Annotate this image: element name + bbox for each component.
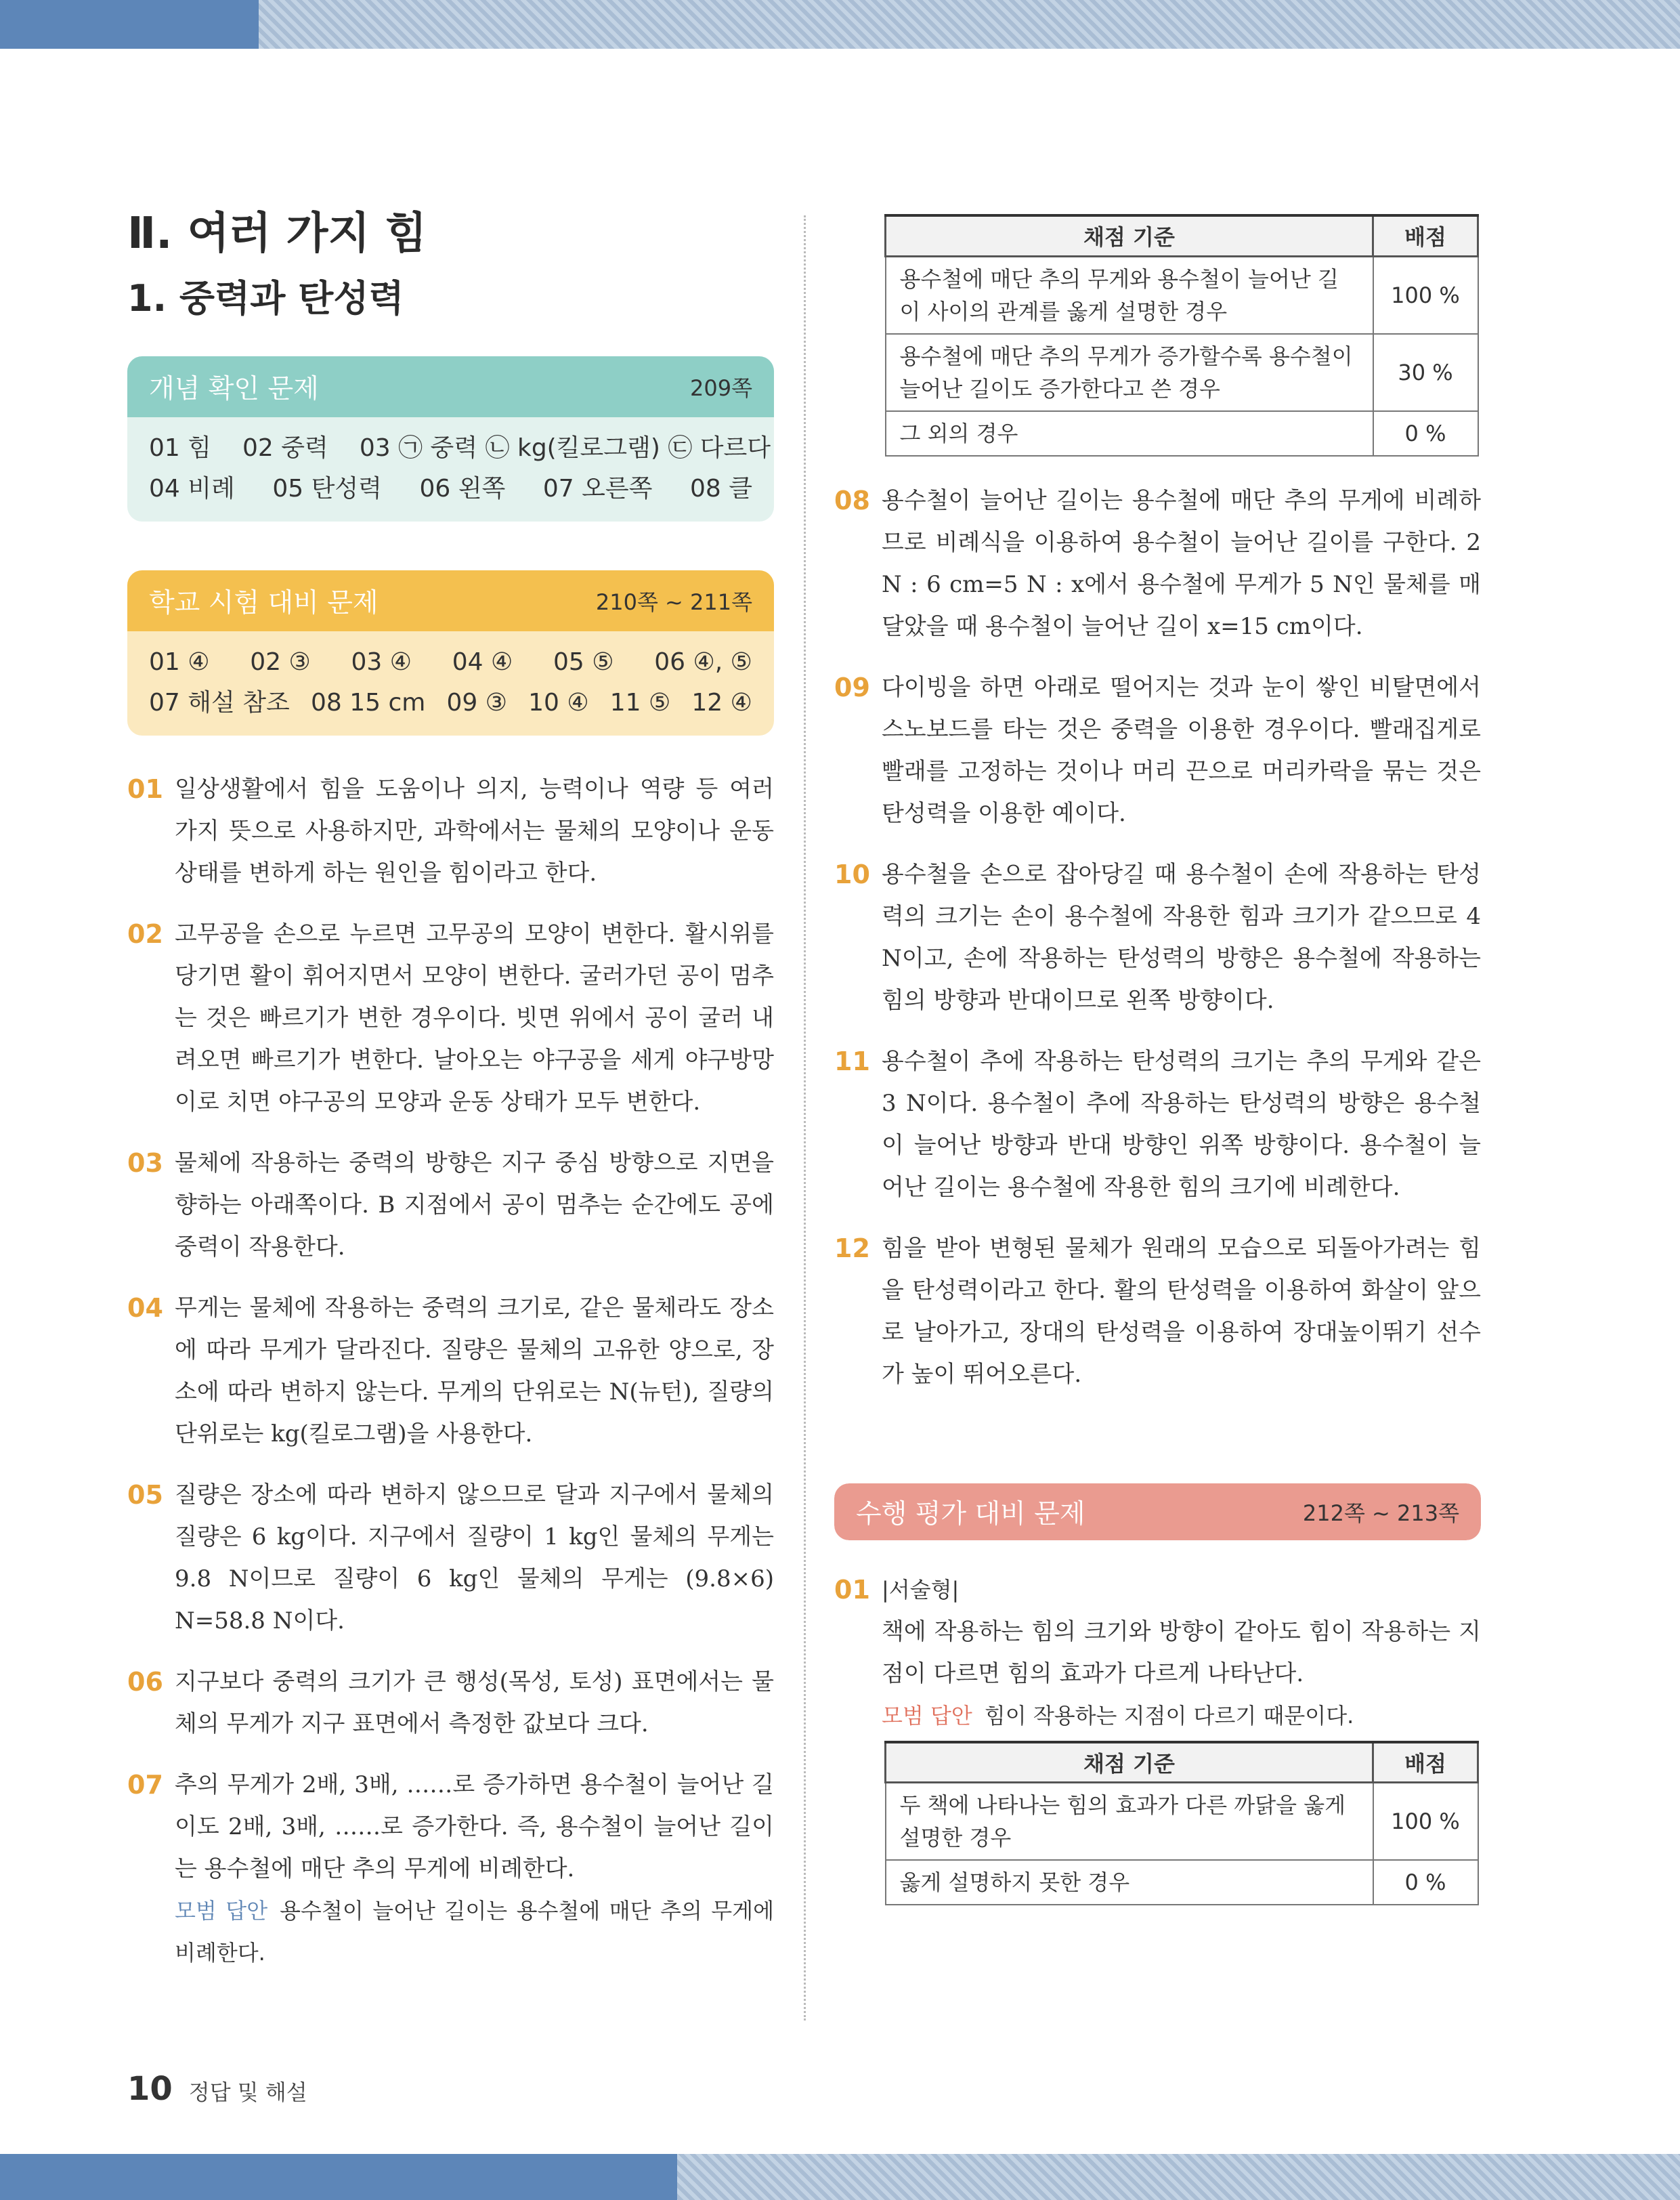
item-text: 일상생활에서 힘을 도움이나 의지, 능력이나 역량 등 여러 가지 뜻으로 사용하지만, 과학에서는 물체의 모양이나 운동 상태를 변하게 하는 원인을 힘이라고 한다.	[175, 776, 774, 887]
answer: 04 비례	[149, 475, 235, 503]
concept-check-box	[127, 356, 774, 522]
answer: 01 ④	[149, 648, 210, 676]
model-answer	[175, 1890, 774, 1974]
model-answer-text: 힘이 작용하는 지점이 다르기 때문이다.	[984, 1702, 1354, 1729]
table-cell: 0 %	[1373, 411, 1478, 456]
answer: 02 중력	[242, 434, 328, 462]
table-cell: 0 %	[1373, 1860, 1478, 1905]
item-text: 용수철이 추에 작용하는 탄성력의 크기는 추의 무게와 같은 3 N이다. 용수철이 추에 작용하는 탄성력의 방향은 용수철이 늘어난 방향과 반대 방향인 위쪽 방향이다. 용수철이 늘어난 길이는 용수철에 작용한 힘의 크기에 비례한다.	[882, 1047, 1481, 1201]
item-text: 지구보다 중력의 크기가 큰 행성(목성, 토성) 표면에서는 물체의 무게가 지구 표면에서 측정한 값보다 크다.	[175, 1668, 774, 1737]
table-cell: 옳게 설명하지 못한 경우	[886, 1860, 1373, 1905]
explanation-item	[834, 853, 1481, 1021]
item-text: 다이빙을 하면 아래로 떨어지는 것과 눈이 쌓인 비탈면에서 스노보드를 타는 것은 중력을 이용한 경우이다. 빨래집게로 빨래를 고정하는 것이나 머리 끈으로 머리카락을 묶는 것은 탄성력을 이용한 예이다.	[882, 673, 1481, 827]
section-title: 1. 중력과 탄성력	[127, 277, 404, 320]
model-answer-text: 용수철이 늘어난 길이는 용수철에 매단 추의 무게에 비례한다.	[175, 1898, 774, 1966]
table-cell: 그 외의 경우	[886, 411, 1373, 456]
model-answer-label: 모범 답안	[882, 1702, 972, 1729]
explanation-item	[127, 1142, 774, 1268]
item-text: 물체에 작용하는 중력의 방향은 지구 중심 방향으로 지면을 향하는 아래쪽이다. B 지점에서 공이 멈추는 순간에도 공에 중력이 작용한다.	[175, 1149, 774, 1261]
answer: 09 ③	[446, 689, 507, 717]
table-header: 배점	[1373, 1742, 1478, 1783]
model-answer	[882, 1695, 1481, 1737]
item-number: 03	[127, 1148, 163, 1178]
answer: 06 ④, ⑤	[654, 648, 752, 676]
explanation-item	[127, 1287, 774, 1455]
concept-box-page: 209쪽	[690, 375, 752, 401]
item-text: 질량은 장소에 따라 변하지 않으므로 달과 지구에서 물체의 질량은 6 kg이다. 지구에서 질량이 1 kg인 물체의 무게는 9.8 N이므로 질량이 6 kg인 물체의 무게는 (9.8×6) N=58.8 N이다.	[175, 1481, 774, 1634]
page-number: 10	[127, 2070, 173, 2108]
item-text: 추의 무게가 2배, 3배, ……로 증가하면 용수철이 늘어난 길이도 2배, 3배, ……로 증가한다. 즉, 용수철이 늘어난 길이는 용수철에 매단 추의 무게에 비례한다.	[175, 1771, 774, 1882]
answer: 07 오른쪽	[542, 475, 653, 503]
explanation-item	[834, 1040, 1481, 1208]
item-number: 08	[834, 485, 870, 515]
item-tag: |서술형|	[882, 1576, 960, 1603]
item-body	[175, 1764, 774, 1974]
explanation-list-right	[834, 480, 1481, 1395]
school-box-title: 학교 시험 대비 문제	[149, 588, 379, 618]
answer: 05 ⑤	[553, 648, 614, 676]
answer: 03 ㉠ 중력 ㉡ kg(킬로그램) ㉢ 다르다	[359, 434, 771, 462]
explanation-list-left	[127, 768, 774, 1974]
answer: 12 ④	[691, 689, 752, 717]
explanation-item	[834, 667, 1481, 834]
item-text: 책에 작용하는 힘의 크기와 방향이 같아도 힘이 작용하는 지점이 다르면 힘의 효과가 다르게 나타난다.	[882, 1617, 1481, 1687]
bottom-decor-accent	[0, 2154, 677, 2200]
answer-row	[149, 683, 752, 723]
table-row	[886, 411, 1478, 456]
item-body	[882, 1569, 1481, 1737]
table-cell: 두 책에 나타나는 힘의 효과가 다른 까닭을 옳게 설명한 경우	[886, 1783, 1373, 1861]
answer: 11 ⑤	[609, 689, 671, 717]
table-header: 채점 기준	[886, 1742, 1373, 1783]
answer-row	[149, 469, 752, 509]
answer: 01 힘	[149, 434, 212, 462]
scoring-table-1	[884, 214, 1479, 457]
item-number: 05	[127, 1480, 163, 1510]
performance-box-page: 212쪽 ~ 213쪽	[1302, 1500, 1459, 1526]
answer-row	[149, 642, 752, 683]
item-number: 11	[834, 1046, 870, 1076]
item-number: 09	[834, 672, 870, 702]
explanation-item	[834, 480, 1481, 648]
table-header: 배점	[1373, 215, 1478, 256]
answer: 08 15 cm	[310, 689, 426, 717]
performance-box-title: 수행 평가 대비 문제	[856, 1498, 1085, 1529]
column-divider	[804, 215, 806, 2021]
answer: 08 클	[689, 475, 752, 503]
top-decor-accent	[0, 0, 259, 49]
table-header: 채점 기준	[886, 215, 1373, 256]
explanation-item	[127, 1764, 774, 1974]
model-answer-label: 모범 답안	[175, 1898, 268, 1924]
answer-row	[149, 428, 771, 469]
table-row	[886, 1783, 1478, 1861]
item-text: 용수철을 손으로 잡아당길 때 용수철이 손에 작용하는 탄성력의 크기는 손이 용수철에 작용한 힘과 크기가 같으므로 4 N이고, 손에 작용하는 탄성력의 방향은 용수철에 작용하는 힘의 방향과 반대이므로 왼쪽 방향이다.	[882, 860, 1481, 1014]
explanation-item	[127, 913, 774, 1123]
explanation-item	[834, 1227, 1481, 1395]
item-text: 고무공을 손으로 누르면 고무공의 모양이 변한다. 활시위를 당기면 활이 휘어지면서 모양이 변한다. 굴러가던 공이 멈추는 것은 빠르기가 변한 경우이다. 빗면 위에서 공이 굴러 내려오면 빠르기가 변한다. 날아오는 야구공을 세게 야구방망이로 치면 야구공의 모양과 운동 상태가 모두 변한다.	[175, 921, 774, 1116]
table-row	[886, 1860, 1478, 1905]
performance-item	[834, 1569, 1481, 1737]
footer-label: 정답 및 해설	[188, 2079, 307, 2105]
table-cell: 용수철에 매단 추의 무게가 증가할수록 용수철이 늘어난 길이도 증가한다고 쓴 경우	[886, 334, 1373, 411]
item-number: 01	[127, 774, 163, 804]
performance-assessment-box	[834, 1483, 1481, 1540]
concept-box-title: 개념 확인 문제	[149, 374, 319, 404]
answer: 07 해설 참조	[149, 689, 290, 717]
item-number: 07	[127, 1770, 163, 1800]
item-number: 01	[834, 1574, 870, 1605]
chapter-title: Ⅱ. 여러 가지 힘	[127, 209, 427, 259]
right-column	[834, 214, 1481, 1905]
item-text: 무게는 물체에 작용하는 중력의 크기로, 같은 물체라도 장소에 따라 무게가 달라진다. 질량은 물체의 고유한 양으로, 장소에 따라 변하지 않는다. 무게의 단위로는 N(뉴턴), 질량의 단위로는 kg(킬로그램)을 사용한다.	[175, 1294, 774, 1447]
answer: 02 ③	[250, 648, 311, 676]
page-footer	[127, 2070, 307, 2108]
table-row	[886, 256, 1478, 334]
table-cell: 용수철에 매단 추의 무게와 용수철이 늘어난 길이 사이의 관계를 옳게 설명한 경우	[886, 256, 1373, 334]
answer: 03 ④	[351, 648, 412, 676]
table-cell: 100 %	[1373, 1783, 1478, 1861]
school-exam-box	[127, 570, 774, 736]
scoring-table-2	[884, 1741, 1479, 1906]
school-box-page: 210쪽 ~ 211쪽	[595, 589, 752, 615]
item-number: 04	[127, 1293, 163, 1323]
left-column	[127, 203, 774, 1974]
answer: 04 ④	[452, 648, 513, 676]
item-number: 06	[127, 1667, 163, 1697]
item-number: 02	[127, 919, 163, 949]
item-text: 힘을 받아 변형된 물체가 원래의 모습으로 되돌아가려는 힘을 탄성력이라고 한다. 활의 탄성력을 이용하여 화살이 앞으로 날아가고, 장대의 탄성력을 이용하여 장대높이뛰기 선수가 높이 뛰어오른다.	[882, 1234, 1481, 1388]
item-text: 용수철이 늘어난 길이는 용수철에 매단 추의 무게에 비례하므로 비례식을 이용하여 용수철이 늘어난 길이를 구한다. 2 N : 6 cm=5 N : x에서 용수철에 무게가 5 N인 물체를 매달았을 때 용수철이 늘어난 길이 x=15 cm이다.	[882, 486, 1481, 640]
answer: 05 탄성력	[272, 475, 382, 503]
explanation-item	[127, 1474, 774, 1642]
item-number: 10	[834, 859, 870, 889]
table-cell: 30 %	[1373, 334, 1478, 411]
explanation-item	[127, 1661, 774, 1745]
table-row	[886, 334, 1478, 411]
answer: 06 왼쪽	[419, 475, 506, 503]
answer: 10 ④	[528, 689, 589, 717]
item-number: 12	[834, 1233, 870, 1263]
explanation-item	[127, 768, 774, 894]
table-cell: 100 %	[1373, 256, 1478, 334]
